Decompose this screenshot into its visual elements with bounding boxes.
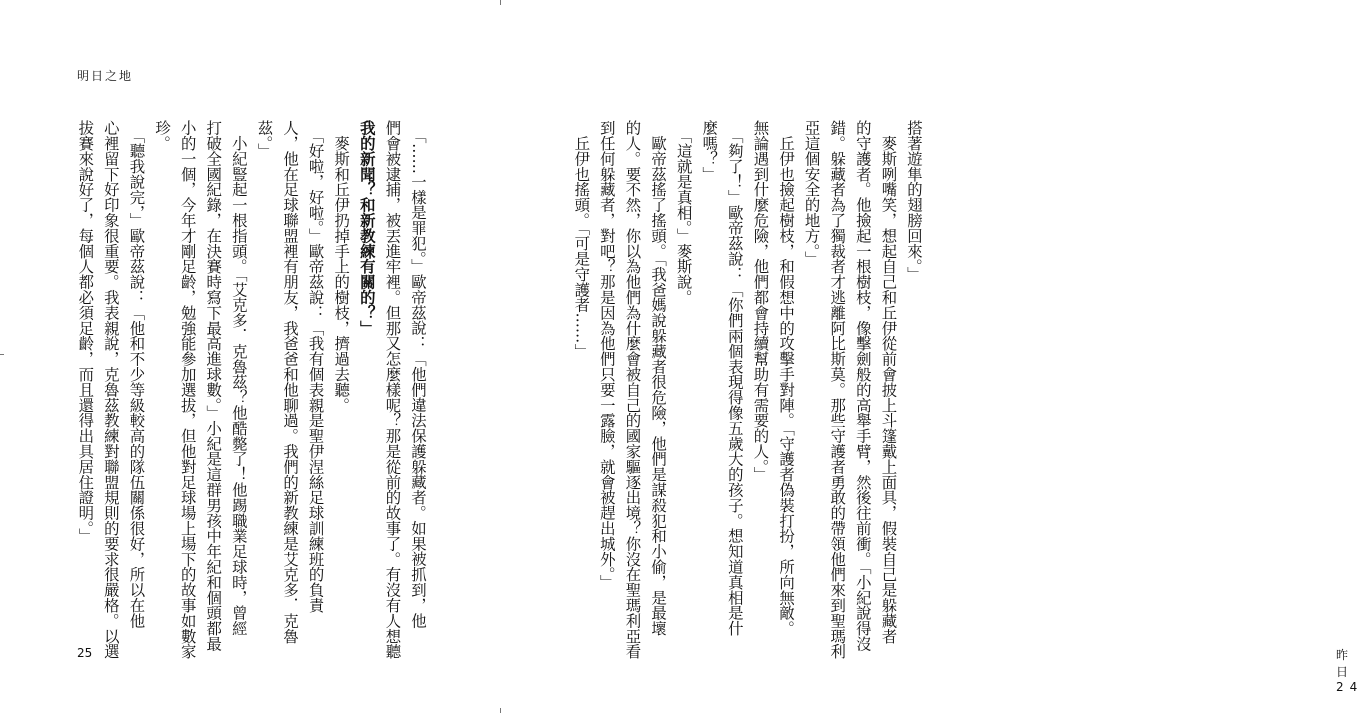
text-column: 茲。」 (255, 120, 274, 159)
text-column: 的人。要不然，你以為他們為什麼會被自己的國家驅逐出境？你沒在聖瑪利亞看 (623, 120, 642, 659)
text-column: 拔賽來說好了，每個人都必須足齡，而且還得出具居住證明。」 (76, 120, 95, 544)
text-column: 心裡留下好印象很重要。我表親說，克魯茲教練對聯盟規則的要求很嚴格。以選 (101, 120, 120, 659)
text-column: 我的新聞？和新教練有關的？」 (357, 120, 376, 336)
text-column: 「夠了！」歐帝茲說：「你們兩個表現得像五歲大的孩子。想知道真相是什 (725, 120, 744, 636)
text-column: 歐帝茲搖了搖頭。「我爸媽說躲藏者很危險，他們是謀殺犯和小偷，是最壞 (649, 120, 668, 636)
text-column: 小的一個，今年才剛足齡，勉強能參加選拔，但他對足球場上場下的故事如數家 (178, 120, 197, 659)
text-column: 人，他在足球聯盟裡有朋友，我爸爸和他聊過。我們的新教練是艾克多．克魯 (281, 120, 300, 644)
left-page-number: 25 (77, 646, 93, 660)
right-page-number: 昨日 24 (1336, 648, 1363, 694)
text-column: 「好啦，好啦。」歐帝茲說：「我有個表親是聖伊涅絲足球訓練班的負責 (306, 120, 325, 613)
text-column: 丘伊也撿起樹枝，和假想中的攻擊手對陣。「守護者偽裝打扮，所向無敵。 (777, 120, 796, 636)
text-column: 「這就是真相。」麥斯說。 (674, 120, 693, 305)
text-column: 麼嗎？」 (700, 120, 719, 182)
running-head: 明日之地 (77, 69, 134, 83)
text-column: 無論遇到什麼危險，他們都會持續幫助有需要的人。」 (751, 120, 770, 482)
text-column: 麥斯和丘伊扔掉手上的樹枝，擠過去聽。 (332, 120, 351, 413)
text-column: 「聽我說完，」歐帝茲說：「他和不少等級較高的隊伍關係很好，所以在他 (127, 120, 146, 629)
text-column: 搭著遊隼的翅膀回來。」 (905, 120, 923, 282)
text-column: 到任何躲藏者，對吧？那是因為他們只要一露臉，就會被趕出城外。」 (597, 120, 616, 590)
text-column: 丘伊也搖頭。「可是守護者……」 (572, 120, 591, 359)
text-column: 們會被逮捕，被丟進牢裡。但那又怎麼樣呢？那是從前的故事了。有沒有人想聽 (383, 120, 402, 659)
text-column: 的守護者。他撿起一根樹枝，像擊劍般的高舉手臂，然後往前衝。「小紀說得沒 (853, 120, 872, 652)
text-column: 麥斯咧嘴笑，想起自己和丘伊從前會披上斗篷戴上面具，假裝自己是躲藏者 (879, 120, 898, 644)
text-column: 亞這個安全的地方。」 (802, 120, 821, 267)
text-column: 小紀豎起一根指頭。「艾克多．克魯茲？他酷斃了！他踢職業足球時，曾經 (229, 120, 248, 636)
left-page (0, 0, 500, 713)
text-column: 打破全國紀錄，在決賽時寫下最高進球數。」小紀是這群男孩中年紀和個頭都最 (204, 120, 223, 652)
text-column: 珍。 (153, 120, 172, 151)
text-column: 錯。躲藏者為了獨裁者才逃離阿比斯莫。那些守護者勇敢的帶領他們來到聖瑪利 (828, 120, 847, 659)
text-column: 「……一樣是罪犯。」歐帝茲說：「他們違法保護躲藏者。如果被抓到，他 (409, 120, 427, 629)
right-page-text (572, 120, 926, 659)
